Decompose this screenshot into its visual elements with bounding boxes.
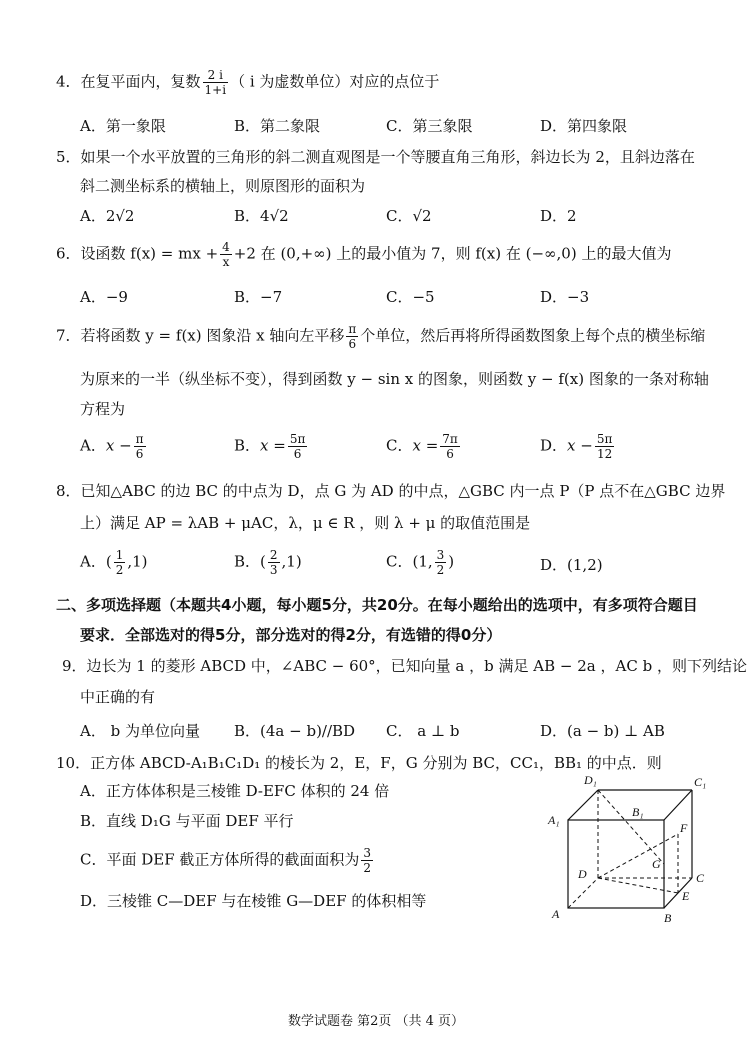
q10-option-a: A．正方体体积是三棱锥 D-EFC 体积的 24 倍 (80, 782, 390, 800)
q7-c-label: C． (386, 436, 413, 455)
q7-c-num: 7π (442, 432, 458, 446)
q7-d-frac (595, 432, 615, 461)
q7-b-den: 6 (293, 447, 302, 461)
q10-stem: 10．正方体 ABCD-A₁B₁C₁D₁ 的棱长为 2，E，F，G 分别为 BC，CC₁，BB₁ 的中点．则 (56, 754, 662, 772)
q7-frac-num: π (348, 322, 357, 336)
q4-option-a: A．第一象限 (80, 117, 166, 135)
label-d1: D₁ (584, 773, 597, 787)
q9-option-c: C． a ⊥ b (386, 722, 460, 740)
q7-c-den: 6 (446, 447, 454, 461)
edge-b1-c1 (664, 790, 692, 820)
q8-a-num: 1 (115, 548, 124, 562)
q5-option-a: A．2√2 (80, 207, 135, 225)
q4-frac-den: 1+i (204, 83, 227, 97)
q8-option-d (540, 554, 603, 575)
q4-option-b: B．第二象限 (234, 117, 321, 135)
q7-option-a (80, 432, 148, 461)
q7-b-label: B． (234, 436, 261, 455)
q7-b-pre: x = (260, 436, 286, 455)
q5-option-b: B．4√2 (234, 207, 289, 225)
q7-line-1 (56, 322, 705, 351)
q5-option-c: C．√2 (386, 207, 432, 225)
q7-line1-pre: 7．若将函数 y = f(x) 图象沿 x 轴向左平移 (56, 326, 345, 345)
q10-option-b: B．直线 D₁G 与平面 DEF 平行 (80, 812, 294, 830)
q4-fraction (203, 68, 229, 97)
q9-line-2: 中正确的有 (80, 688, 156, 706)
label-f: F (680, 821, 688, 835)
q7-frac-den: 6 (348, 337, 357, 351)
q6-option-a: A．−9 (80, 288, 128, 306)
q4-stem-pre: 4．在复平面内，复数 (56, 72, 201, 91)
label-e: E (682, 889, 690, 903)
q7-option-b (234, 432, 309, 461)
page-footer: 数学试题卷 第2页 （共 4 页） (287, 1014, 465, 1029)
q8-option-c (386, 548, 454, 577)
label-g: G (652, 857, 661, 871)
q9-option-b: B．(4a − b)//BD (234, 722, 356, 740)
q5-line-2: 斜二测坐标系的横轴上，则原图形的面积为 (80, 177, 366, 195)
q7-d-label: D． (540, 436, 568, 455)
q8-b-label: B． (234, 552, 261, 571)
q10-c-num: 3 (363, 846, 372, 860)
q7-c-pre: x = (412, 436, 439, 455)
hidden-line-d1-g (598, 790, 664, 864)
q8-c-frac (435, 548, 447, 577)
q8-b-den: 3 (269, 563, 278, 577)
q8-b-num: 2 (269, 548, 278, 562)
q7-a-label: A． (80, 436, 106, 455)
q8-c-label: C． (386, 552, 413, 571)
q6-post: +2 在 (0,+∞) 上的最小值为 7，则 f(x) 在 (−∞,0) 上的最大值为 (233, 244, 672, 263)
q7-c-frac (440, 432, 460, 461)
q8-d-pre: (1,2) (567, 556, 603, 574)
q6-option-d: D．−3 (540, 288, 590, 306)
q10-c-pre: C．平面 DEF 截正方体所得的截面面积为 (80, 850, 360, 869)
q7-a-pre: x − (105, 436, 132, 455)
q7-d-num: 5π (596, 432, 613, 446)
q8-a-label: A． (80, 552, 106, 571)
q6-frac-num: 4 (222, 240, 230, 254)
q8-b-pre: ( (260, 552, 266, 571)
hidden-edge-a-d (568, 878, 598, 908)
q5-option-d: D．2 (540, 207, 577, 225)
q7-a-den: 6 (135, 447, 144, 461)
q8-b-frac (268, 548, 280, 577)
q6-option-c: C．−5 (386, 288, 435, 306)
question-4-stem (56, 68, 439, 97)
q8-line-1: 8．已知△ABC 的边 BC 的中点为 D，点 G 为 AD 的中点，△GBC 内一点 P（P 点不在△GBC 边界 (56, 482, 726, 500)
hidden-line-d-f (598, 834, 678, 878)
label-b1: B₁ (632, 805, 644, 819)
section-2-heading-line-2: 要求．全部选对的得5分，部分选对的得2分，有选错的得0分） (80, 626, 502, 644)
q5-line-1: 5．如果一个水平放置的三角形的斜二测直观图是一个等腰直角三角形，斜边长为 2，且斜边落在 (56, 148, 695, 166)
q8-a-frac (114, 548, 126, 577)
q6-stem (56, 240, 671, 269)
q7-fraction (346, 322, 358, 351)
label-c: C (696, 871, 705, 885)
q9-line-1: 9．边长为 1 的菱形 ABCD 中，∠ABC − 60°，已知向量 a ，b 满足 AB − 2a ，AC b ，则下列结论 (62, 657, 747, 675)
q9-option-d: D．(a − b) ⊥ AB (540, 722, 665, 740)
cube-front-face (568, 820, 664, 908)
q10-option-c (80, 846, 375, 875)
q7-line-2: 为原来的一半（纵坐标不变），得到函数 y − sin x 的图象，则函数 y − f(x) 图象的一条对称轴 (80, 370, 709, 388)
q6-option-b: B．−7 (234, 288, 283, 306)
label-a1: A₁ (548, 813, 560, 827)
q8-option-a (80, 548, 148, 577)
q8-a-post: ,1) (127, 552, 148, 571)
q8-line-2: 上）满足 AP = λAB + μAC，λ，μ ∈ R ，则 λ + μ 的取值范围是 (80, 514, 531, 532)
q10-option-d: D．三棱锥 C—DEF 与在棱锥 G—DEF 的体积相等 (80, 892, 427, 910)
q4-frac-num: 2 i (203, 68, 229, 83)
q7-line1-post: 个单位，然后再将所得函数图象上每个点的横坐标缩 (360, 326, 706, 345)
q4-stem-post: （ i 为虚数单位）对应的点位于 (230, 72, 440, 91)
q7-d-den: 12 (596, 447, 613, 461)
q6-fraction (220, 240, 232, 269)
q6-frac-den: x (222, 255, 230, 269)
q6-pre: 6．设函数 f(x) = mx + (56, 244, 219, 263)
q8-c-num: 3 (436, 548, 445, 562)
q9-option-a: A． b 为单位向量 (80, 722, 200, 740)
q4-option-d: D．第四象限 (540, 117, 628, 135)
q7-option-c (386, 432, 462, 461)
q7-a-frac (134, 432, 146, 461)
q8-option-b (234, 548, 302, 577)
q8-c-post: ) (448, 552, 455, 571)
cube-figure (540, 770, 720, 930)
q7-a-num: π (135, 432, 144, 446)
section-2-heading-line-1: 二、多项选择题（本题共4小题，每小题5分，共20分。在每小题给出的选项中，有多项符合题目 (56, 596, 698, 614)
q7-d-pre: x − (567, 436, 593, 455)
q10-c-frac (361, 846, 373, 875)
hidden-line-d-e (598, 878, 678, 893)
edge-a1-d1 (568, 790, 598, 820)
q8-c-pre: (1, (412, 552, 433, 571)
label-b: B (664, 911, 672, 925)
q8-c-den: 2 (436, 563, 445, 577)
label-c1: C₁ (694, 775, 707, 789)
q4-option-c: C．第三象限 (386, 117, 473, 135)
q8-a-den: 2 (115, 563, 124, 577)
q10-c-den: 2 (363, 861, 372, 875)
q8-b-post: ,1) (281, 552, 302, 571)
q8-a-pre: ( (105, 552, 112, 571)
label-d: D (578, 867, 587, 881)
q7-line-3: 方程为 (80, 400, 126, 418)
label-a: A (552, 907, 560, 921)
q7-b-num: 5π (289, 432, 306, 446)
q7-option-d (540, 432, 616, 461)
q8-d-label: D． (540, 556, 568, 574)
q7-b-frac (288, 432, 308, 461)
